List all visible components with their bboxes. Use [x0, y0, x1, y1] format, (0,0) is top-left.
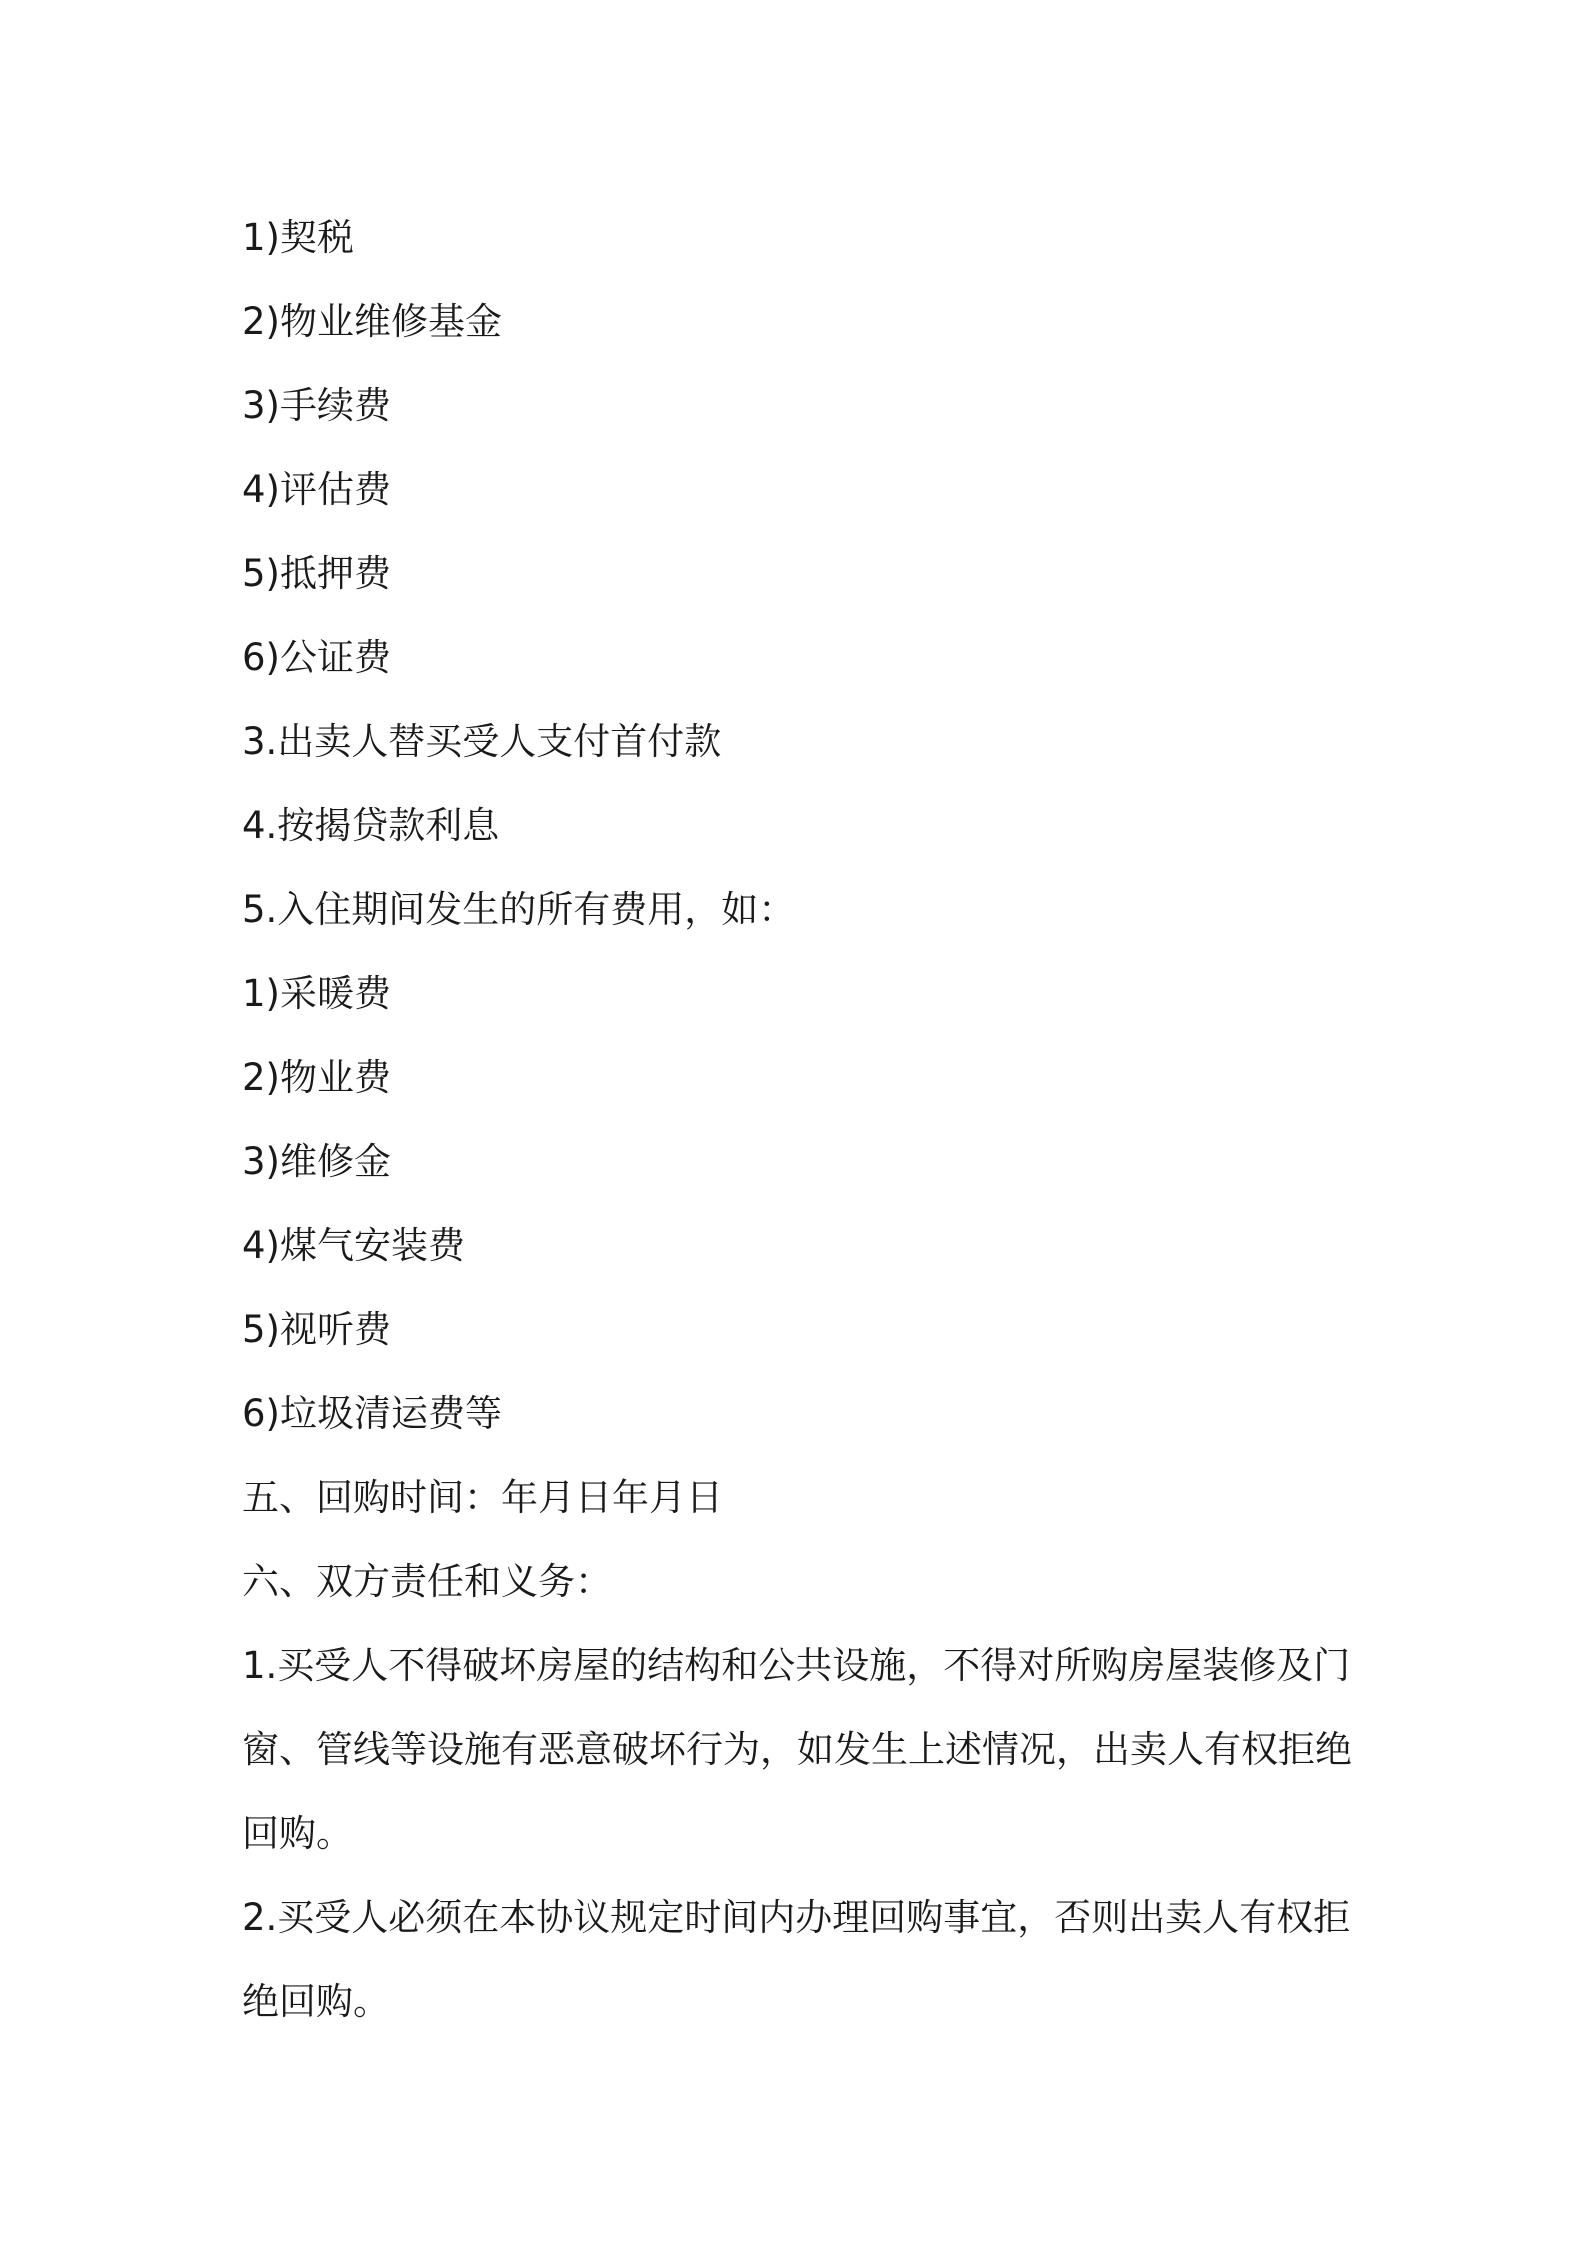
- document-body: [242, 196, 1362, 2044]
- clause-loan-interest: 4.按揭贷款利息: [242, 804, 500, 847]
- section-heading-repurchase-time: 五、回购时间：年月日年月日: [242, 1476, 723, 1519]
- list-item-notary-fee: 6)公证费: [242, 636, 391, 679]
- list-item-av-fee: 5)视听费: [242, 1308, 391, 1351]
- list-item-garbage-fee: 6)垃圾清运费等: [242, 1392, 502, 1435]
- list-item-deed-tax: 1)契税: [242, 216, 354, 259]
- list-item-handling-fee: 3)手续费: [242, 384, 391, 427]
- list-item-heating-fee: 1)采暖费: [242, 972, 391, 1015]
- clause-occupancy-fees: 5.入住期间发生的所有费用，如：: [242, 888, 796, 931]
- clause-deadline: 2.买受人必须在本协议规定时间内办理回购事宜，否则出卖人有权拒绝回购。: [242, 1896, 1351, 2023]
- list-item-property-fee: 2)物业费: [242, 1056, 391, 1099]
- list-item-gas-installation-fee: 4)煤气安装费: [242, 1224, 465, 1267]
- clause-no-damage: 1.买受人不得破坏房屋的结构和公共设施，不得对所购房屋装修及门窗、管线等设施有恶意破坏行为，如发生上述情况，出卖人有权拒绝回购。: [242, 1644, 1352, 1855]
- clause-down-payment: 3.出卖人替买受人支付首付款: [242, 720, 722, 763]
- list-item-appraisal-fee: 4)评估费: [242, 468, 391, 511]
- list-item-maintenance-fund: 2)物业维修基金: [242, 300, 502, 343]
- list-item-mortgage-fee: 5)抵押费: [242, 552, 391, 595]
- section-heading-responsibilities: 六、双方责任和义务：: [242, 1560, 612, 1603]
- list-item-repair-fund: 3)维修金: [242, 1140, 391, 1183]
